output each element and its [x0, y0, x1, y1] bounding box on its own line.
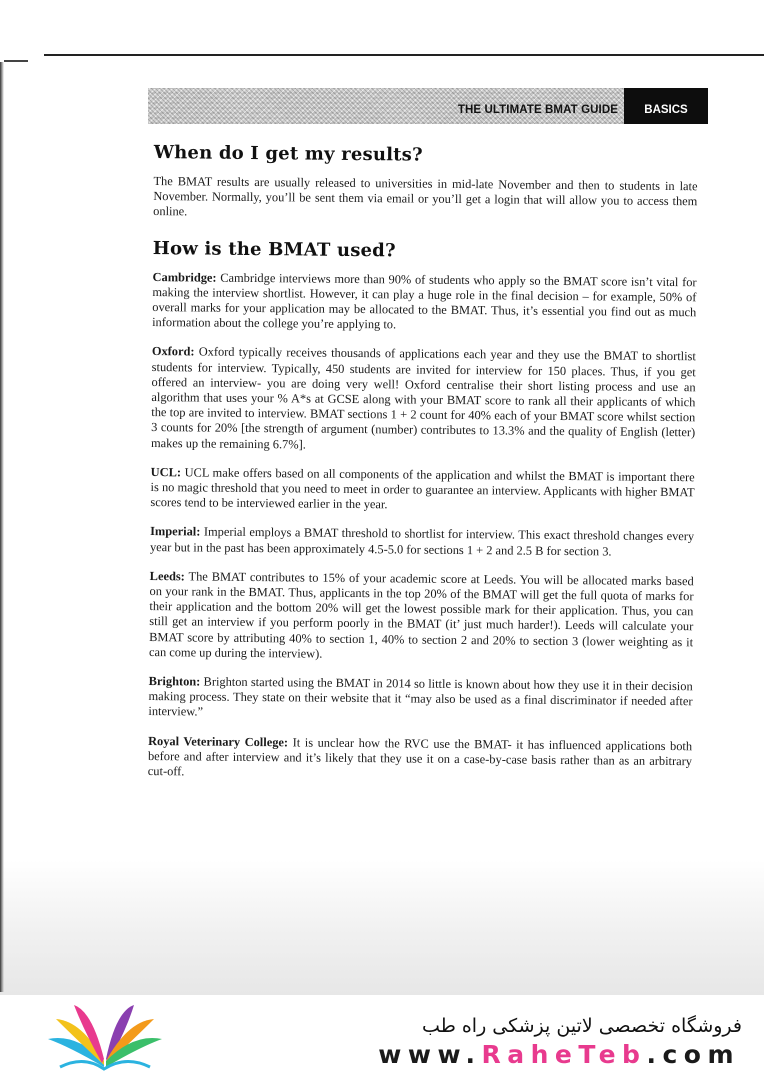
cambridge-paragraph — [152, 270, 697, 336]
paragraph-text: Brighton started using the BMAT in 2014 so little is known about how they use it in their decision making process. They state on their website that it “may also be used as a final discriminator if needed after interview.” — [148, 674, 693, 720]
paragraph-lead: Cambridge: — [152, 269, 217, 285]
page-left-edge — [0, 62, 4, 992]
paragraph-text: Oxford typically receives thousands of applications each year and they use the BMAT to shortlist students for interview. Typically, 450 students are invited for interview for 150 places. Thus, if you get offered an interview- you are doing very well! Oxford centralise their short listing process and use an algorithm that uses your % A*s at GCSE along with your BMAT score to rank all their applicants of which the top are invited to interview. BMAT sections 1 + 2 count for 40% each of your BMAT score whilst section 3 counts for 20% [the strength of argument (number) contributes to 13.3% and the quality of English (letter) makes up the remaining 6.7%]. — [150, 344, 696, 452]
page-left-corner — [4, 60, 28, 62]
url-suffix: .com — [646, 1040, 740, 1069]
store-url — [378, 1040, 740, 1069]
brighton-paragraph — [148, 674, 692, 725]
paragraph-lead: UCL: — [150, 464, 182, 480]
paragraph-text: The BMAT contributes to 15% of your academic score at Leeds. You will be allocated marks based on your rank in the BMAT. Thus, applicants in the top 20% of the BMAT will get the full quota of marks for their application and the bottom 20% will get the lowest possible mark for their application. Thus, you can still get an interview if you perform poorly in the BMAT (it’ just much harder!). Leeds will calculate your BMAT score by attributing 40% to section 1, 40% to section 2 and 20% to section 3 (lower weighting as it can come up during the interview). — [148, 569, 694, 661]
ucl-paragraph — [150, 465, 694, 516]
paragraph-text: Imperial employs a BMAT threshold to shortlist for interview. This exact threshold changes every year but in the past has been approximately 4.5-5.0 for sections 1 + 2 and 2.5 B for section 3. — [149, 524, 695, 559]
header-pattern — [148, 88, 624, 124]
paragraph-text: Cambridge interviews more than 90% of students who apply so the BMAT score isn’t vital for making the interview shortlist. However, it can play a huge role in the final decision – for example, 50% of overall marks for your application may be allocated to the BMAT. Thus, it’s essential you find out as much information about the college you’re applying to. — [152, 270, 697, 332]
url-prefix: www. — [378, 1040, 482, 1069]
store-name: فروشگاه تخصصی لاتین پزشکی راه طب — [422, 1015, 742, 1037]
url-brand: RaheTeb — [481, 1040, 647, 1069]
guide-title: THE ULTIMATE BMAT GUIDE — [457, 104, 618, 116]
page-top-edge — [44, 54, 764, 56]
leeds-paragraph — [149, 569, 694, 665]
usage-heading: How is the BMAT used? — [152, 237, 396, 261]
oxford-paragraph — [151, 344, 696, 456]
paragraph-lead: Brighton: — [148, 674, 201, 689]
paragraph-text: It is unclear how the RVC use the BMAT- it has influenced applications both before and after interview and it’s likely that they use it on a case-by-case basis rather than as an arbitrary cut-off. — [147, 735, 693, 779]
rvc-paragraph — [148, 734, 692, 785]
store-watermark — [0, 995, 764, 1080]
results-paragraph: The BMAT results are usually released to universities in mid-late November and then to students in late November. Normally, you’ll be sent them via email or you’ll get a login that will allow you to access them online. — [153, 174, 698, 219]
imperial-paragraph — [150, 524, 694, 560]
running-header — [148, 88, 708, 124]
results-heading: When do I get my results? — [153, 142, 423, 166]
paragraph-lead: Oxford: — [151, 344, 195, 359]
paragraph-text: UCL make offers based on all components of the application and whilst the BMAT is important there is no magic threshold that you need to meet in order to guarantee an interview. Applicants with higher BMAT scores tend to be interviewed earlier in the year. — [150, 465, 695, 512]
paragraph-lead: Leeds: — [149, 568, 185, 584]
paragraph-lead: Royal Veterinary College: — [148, 733, 289, 750]
page-content — [142, 130, 698, 799]
section-tab: BASICS — [624, 88, 708, 124]
open-book-icon — [40, 1003, 170, 1073]
paragraph-lead: Imperial: — [150, 524, 201, 539]
